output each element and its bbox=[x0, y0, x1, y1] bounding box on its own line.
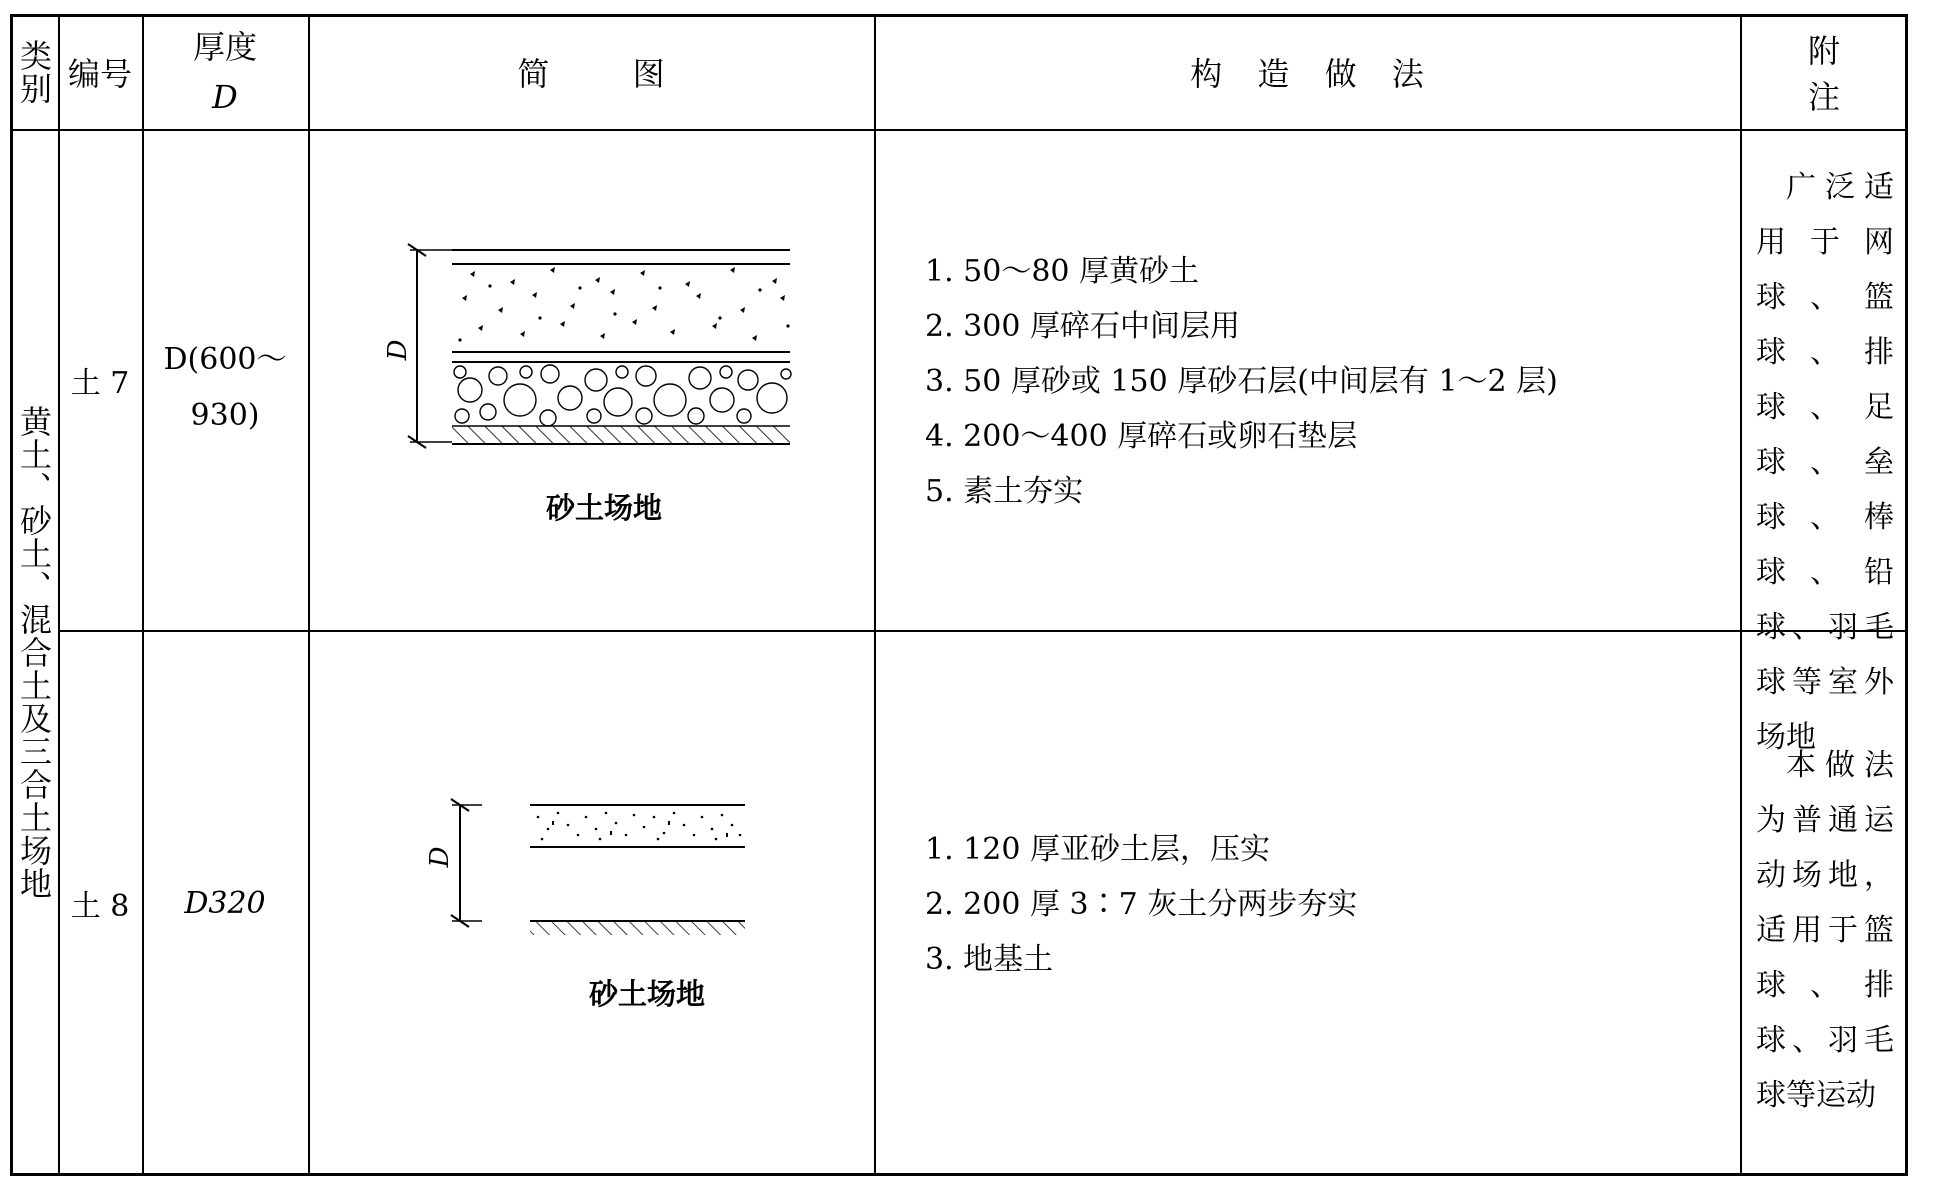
header-thickness: 厚度 D bbox=[192, 27, 257, 116]
row2-steps bbox=[925, 822, 1357, 987]
row-divider bbox=[58, 630, 1908, 632]
header-sketch: 简图 bbox=[517, 54, 748, 93]
step-line: 3. 50 厚砂或 150 厚砂石层(中间层有 1～2 层) bbox=[925, 364, 1558, 399]
col-divider bbox=[874, 14, 876, 1176]
row2-layer-sketch bbox=[425, 795, 760, 930]
row1-code: 土 7 bbox=[70, 365, 130, 401]
step-line: 2. 300 厚碎石中间层用 bbox=[925, 309, 1240, 344]
row2-remark: 本做法为普通运动场地，适用于篮球、排球、羽毛球等运动 bbox=[1756, 748, 1894, 1113]
row1-thickness: D(600～ 930) bbox=[163, 341, 287, 433]
step-line: 4. 200～400 厚碎石或卵石垫层 bbox=[925, 419, 1358, 454]
category-label: 黄土、砂土、混合土及三合土场地 bbox=[15, 405, 53, 900]
step-line: 1. 50～80 厚黄砂土 bbox=[925, 254, 1200, 289]
row2-code: 土 8 bbox=[70, 889, 130, 924]
step-line: 3. 地基土 bbox=[925, 942, 1054, 977]
header-category: 类别 bbox=[15, 38, 53, 105]
row2-dimension-label: D bbox=[425, 846, 455, 868]
row2-thickness: D320 bbox=[184, 885, 266, 921]
step-line: 2. 200 厚 3∶7 灰土分两步夯实 bbox=[925, 887, 1358, 922]
category-cell bbox=[10, 129, 58, 1176]
col-divider bbox=[308, 14, 310, 1176]
header-construction: 构造做法 bbox=[1190, 54, 1459, 93]
header-code: 编号 bbox=[67, 54, 132, 93]
row1-steps bbox=[925, 244, 1558, 519]
row1-sketch-caption: 砂土场地 bbox=[546, 491, 663, 525]
row1-remark: 广泛适用于网球、篮球、排球、足球、垒球、棒球、铅球、羽毛球等室外场地 bbox=[1756, 170, 1894, 755]
step-line: 1. 120 厚亚砂土层，压实 bbox=[925, 832, 1270, 867]
header-remarks: 附注 bbox=[1807, 31, 1882, 116]
step-line: 5. 素土夯实 bbox=[925, 474, 1084, 509]
row1-dimension-label: D bbox=[383, 339, 413, 361]
row2-sketch-caption: 砂土场地 bbox=[589, 977, 706, 1011]
row1-layer-sketch bbox=[383, 240, 800, 465]
col-divider bbox=[1740, 14, 1742, 1176]
